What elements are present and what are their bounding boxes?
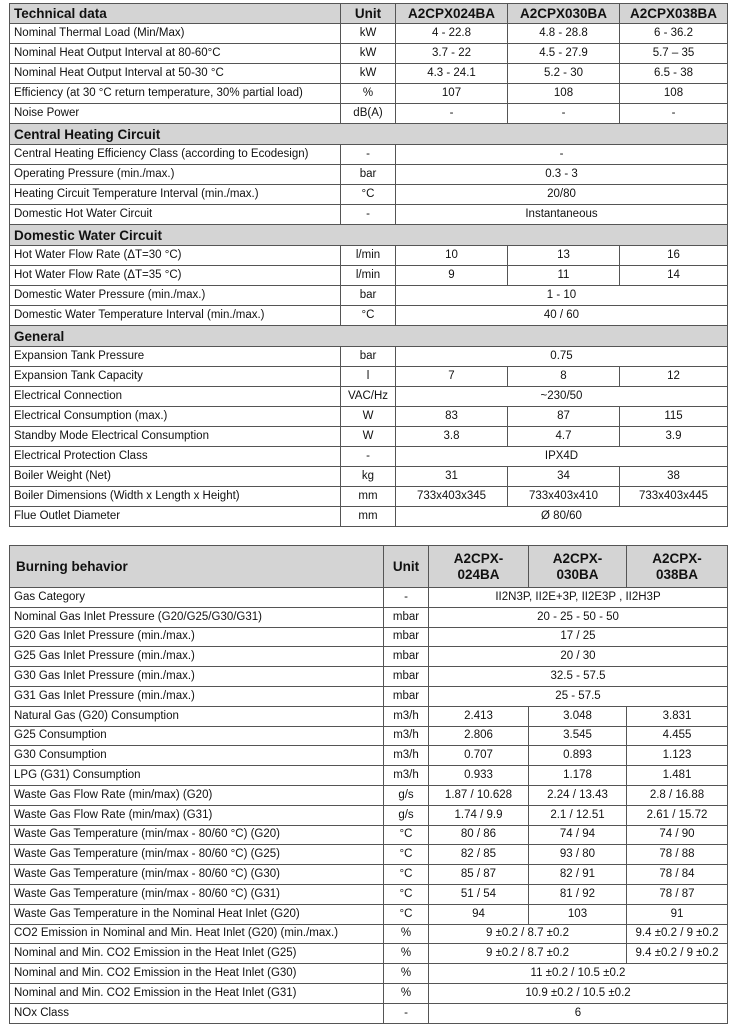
row-label: Electrical Connection (10, 387, 341, 407)
row-unit: mbar (384, 647, 429, 667)
row-value-merged: 9 ±0.2 / 8.7 ±0.2 (429, 924, 627, 944)
row-value: 6 - 36.2 (620, 24, 728, 44)
row-label: Expansion Tank Pressure (10, 347, 341, 367)
row-value: 1.481 (627, 766, 728, 786)
row-unit: bar (341, 286, 396, 306)
row-value: 13 (508, 246, 620, 266)
row-unit: kW (341, 24, 396, 44)
row-value: 81 / 92 (529, 884, 627, 904)
row-unit: % (384, 983, 429, 1003)
row-value: 83 (396, 407, 508, 427)
row-value: 34 (508, 467, 620, 487)
row-value-merged: 0.3 - 3 (396, 165, 728, 185)
row-value: 74 / 94 (529, 825, 627, 845)
row-unit: °C (384, 884, 429, 904)
row-value: 31 (396, 467, 508, 487)
table-row (10, 507, 728, 527)
row-value: 4.8 - 28.8 (508, 24, 620, 44)
row-value: 82 / 85 (429, 845, 529, 865)
model-header: A2CPX- 038BA (627, 546, 728, 588)
row-value-merged: 17 / 25 (429, 627, 728, 647)
model-header: A2CPX- 024BA (429, 546, 529, 588)
table-row (10, 944, 728, 964)
row-unit: mbar (384, 607, 429, 627)
row-unit: % (384, 924, 429, 944)
row-unit: % (341, 84, 396, 104)
row-unit: kW (341, 64, 396, 84)
row-label: Natural Gas (G20) Consumption (10, 706, 384, 726)
table-row (10, 588, 728, 608)
table-row (10, 246, 728, 266)
unit-header: Unit (341, 4, 396, 24)
section-header-row (10, 124, 728, 145)
row-value: 733x403x410 (508, 487, 620, 507)
row-label: Hot Water Flow Rate (ΔT=30 °C) (10, 246, 341, 266)
table-row (10, 766, 728, 786)
row-value: 4.5 - 27.9 (508, 44, 620, 64)
row-unit: mm (341, 487, 396, 507)
row-value-merged: Instantaneous (396, 205, 728, 225)
row-unit: °C (341, 306, 396, 326)
row-value: 1.123 (627, 746, 728, 766)
row-unit: W (341, 427, 396, 447)
row-label: Nominal Thermal Load (Min/Max) (10, 24, 341, 44)
section-header-row (10, 225, 728, 246)
row-label: Nominal and Min. CO2 Emission in the Heat Inlet (G25) (10, 944, 384, 964)
table-row (10, 983, 728, 1003)
row-unit: °C (341, 185, 396, 205)
table-row (10, 627, 728, 647)
row-label: Noise Power (10, 104, 341, 124)
row-unit: °C (384, 865, 429, 885)
row-unit: dB(A) (341, 104, 396, 124)
row-unit: - (384, 588, 429, 608)
row-value-merged: 20/80 (396, 185, 728, 205)
row-unit: m3/h (384, 766, 429, 786)
row-value: 108 (620, 84, 728, 104)
row-unit: mbar (384, 667, 429, 687)
row-value: 9.4 ±0.2 / 9 ±0.2 (627, 924, 728, 944)
row-value: 51 / 54 (429, 884, 529, 904)
row-unit: % (384, 944, 429, 964)
table-row (10, 24, 728, 44)
row-value: 2.1 / 12.51 (529, 805, 627, 825)
row-value: 94 (429, 904, 529, 924)
table-row (10, 904, 728, 924)
table-row (10, 1003, 728, 1023)
row-value: 38 (620, 467, 728, 487)
row-value: 1.178 (529, 766, 627, 786)
row-unit: m3/h (384, 726, 429, 746)
row-label: Nominal Heat Output Interval at 50-30 °C (10, 64, 341, 84)
row-label: Central Heating Efficiency Class (according to Ecodesign) (10, 145, 341, 165)
row-label: Domestic Water Pressure (min./max.) (10, 286, 341, 306)
row-label: Heating Circuit Temperature Interval (min./max.) (10, 185, 341, 205)
row-label: Waste Gas Temperature (min/max - 80/60 °C) (G30) (10, 865, 384, 885)
row-label: Gas Category (10, 588, 384, 608)
row-label: Standby Mode Electrical Consumption (10, 427, 341, 447)
row-value-merged: 11 ±0.2 / 10.5 ±0.2 (429, 964, 728, 984)
row-label: Nominal and Min. CO2 Emission in the Heat Inlet (G30) (10, 964, 384, 984)
row-value-merged: 0.75 (396, 347, 728, 367)
row-value: 74 / 90 (627, 825, 728, 845)
model-header: A2CPX030BA (508, 4, 620, 24)
table-row (10, 726, 728, 746)
table-row (10, 647, 728, 667)
row-value: 733x403x345 (396, 487, 508, 507)
row-unit: - (341, 145, 396, 165)
row-label: Nominal and Min. CO2 Emission in the Heat Inlet (G31) (10, 983, 384, 1003)
table-title: Technical data (10, 4, 341, 24)
section-header-row (10, 326, 728, 347)
row-value-merged: 6 (429, 1003, 728, 1023)
row-value: 93 / 80 (529, 845, 627, 865)
table-row (10, 467, 728, 487)
table-row (10, 286, 728, 306)
table-row (10, 746, 728, 766)
table-row (10, 924, 728, 944)
row-value: 3.8 (396, 427, 508, 447)
row-value: 78 / 84 (627, 865, 728, 885)
table-row (10, 825, 728, 845)
row-value: 2.24 / 13.43 (529, 785, 627, 805)
table-row (10, 884, 728, 904)
row-label: G30 Consumption (10, 746, 384, 766)
row-label: Waste Gas Flow Rate (min/max) (G20) (10, 785, 384, 805)
row-value-merged: 10.9 ±0.2 / 10.5 ±0.2 (429, 983, 728, 1003)
row-unit: °C (384, 845, 429, 865)
row-value: 0.893 (529, 746, 627, 766)
section-title: Domestic Water Circuit (10, 225, 728, 246)
row-unit: °C (384, 904, 429, 924)
row-unit: - (341, 205, 396, 225)
row-label: Boiler Weight (Net) (10, 467, 341, 487)
row-unit: g/s (384, 785, 429, 805)
table-row (10, 706, 728, 726)
row-value: 4.455 (627, 726, 728, 746)
table-row (10, 427, 728, 447)
row-value: 3.9 (620, 427, 728, 447)
table-row (10, 266, 728, 286)
unit-header: Unit (384, 546, 429, 588)
row-unit: m3/h (384, 706, 429, 726)
row-value-merged: IPX4D (396, 447, 728, 467)
table-row (10, 845, 728, 865)
row-unit: l/min (341, 246, 396, 266)
table-row (10, 104, 728, 124)
row-label: G25 Gas Inlet Pressure (min./max.) (10, 647, 384, 667)
row-value: 80 / 86 (429, 825, 529, 845)
row-value: 4.7 (508, 427, 620, 447)
row-label: Waste Gas Temperature in the Nominal Heat Inlet (G20) (10, 904, 384, 924)
row-label: Boiler Dimensions (Width x Length x Height) (10, 487, 341, 507)
row-label: G30 Gas Inlet Pressure (min./max.) (10, 667, 384, 687)
table-row (10, 347, 728, 367)
row-label: Electrical Consumption (max.) (10, 407, 341, 427)
row-value: 82 / 91 (529, 865, 627, 885)
row-label: Hot Water Flow Rate (ΔT=35 °C) (10, 266, 341, 286)
row-value-merged: II2N3P, II2E+3P, II2E3P , II2H3P (429, 588, 728, 608)
row-value: 2.61 / 15.72 (627, 805, 728, 825)
row-label: Domestic Hot Water Circuit (10, 205, 341, 225)
table-row (10, 367, 728, 387)
row-label: Efficiency (at 30 °C return temperature, 30% partial load) (10, 84, 341, 104)
row-value: 14 (620, 266, 728, 286)
row-value: 1.74 / 9.9 (429, 805, 529, 825)
table-title: Burning behavior (10, 546, 384, 588)
row-unit: bar (341, 347, 396, 367)
row-unit: g/s (384, 805, 429, 825)
table-row (10, 165, 728, 185)
row-value: 16 (620, 246, 728, 266)
row-label: Electrical Protection Class (10, 447, 341, 467)
row-unit: kg (341, 467, 396, 487)
row-value-merged: ~230/50 (396, 387, 728, 407)
row-value: 2.8 / 16.88 (627, 785, 728, 805)
table-row (10, 667, 728, 687)
row-value: 2.413 (429, 706, 529, 726)
row-value: - (396, 104, 508, 124)
row-value: 9.4 ±0.2 / 9 ±0.2 (627, 944, 728, 964)
table-row (10, 805, 728, 825)
table-row (10, 964, 728, 984)
row-value: 2.806 (429, 726, 529, 746)
table-row (10, 64, 728, 84)
row-unit: l/min (341, 266, 396, 286)
table-row (10, 387, 728, 407)
row-label: Waste Gas Temperature (min/max - 80/60 °C) (G25) (10, 845, 384, 865)
table-row (10, 607, 728, 627)
row-label: G31 Gas Inlet Pressure (min./max.) (10, 686, 384, 706)
row-value: 11 (508, 266, 620, 286)
row-label: Expansion Tank Capacity (10, 367, 341, 387)
row-label: G25 Consumption (10, 726, 384, 746)
row-unit: - (341, 447, 396, 467)
table-row (10, 865, 728, 885)
row-unit: kW (341, 44, 396, 64)
row-value: 10 (396, 246, 508, 266)
row-value: 3.7 - 22 (396, 44, 508, 64)
row-value: 3.831 (627, 706, 728, 726)
row-value-merged: Ø 80/60 (396, 507, 728, 527)
model-header: A2CPX- 030BA (529, 546, 627, 588)
row-value: 91 (627, 904, 728, 924)
row-label: G20 Gas Inlet Pressure (min./max.) (10, 627, 384, 647)
row-label: Waste Gas Temperature (min/max - 80/60 °C) (G31) (10, 884, 384, 904)
table-row (10, 44, 728, 64)
table-header-row (10, 546, 728, 588)
row-value-merged: 1 - 10 (396, 286, 728, 306)
row-label: NOx Class (10, 1003, 384, 1023)
table-header-row (10, 4, 728, 24)
row-unit: m3/h (384, 746, 429, 766)
row-unit: VAC/Hz (341, 387, 396, 407)
row-value: 5.2 - 30 (508, 64, 620, 84)
row-value: 85 / 87 (429, 865, 529, 885)
table-row (10, 84, 728, 104)
row-value: 733x403x445 (620, 487, 728, 507)
table-row (10, 185, 728, 205)
row-value: 5.7 – 35 (620, 44, 728, 64)
row-value: 78 / 87 (627, 884, 728, 904)
row-unit: mbar (384, 686, 429, 706)
row-value: 12 (620, 367, 728, 387)
row-value: 107 (396, 84, 508, 104)
row-unit: % (384, 964, 429, 984)
row-value: - (508, 104, 620, 124)
row-label: Nominal Heat Output Interval at 80-60°C (10, 44, 341, 64)
row-label: Nominal Gas Inlet Pressure (G20/G25/G30/G31) (10, 607, 384, 627)
row-value: 4.3 - 24.1 (396, 64, 508, 84)
row-unit: °C (384, 825, 429, 845)
row-label: Domestic Water Temperature Interval (min./max.) (10, 306, 341, 326)
row-unit: - (384, 1003, 429, 1023)
row-value: 6.5 - 38 (620, 64, 728, 84)
row-label: LPG (G31) Consumption (10, 766, 384, 786)
row-value: 78 / 88 (627, 845, 728, 865)
row-value-merged: 20 / 30 (429, 647, 728, 667)
row-value: 0.933 (429, 766, 529, 786)
row-unit: W (341, 407, 396, 427)
row-label: Operating Pressure (min./max.) (10, 165, 341, 185)
row-value: 7 (396, 367, 508, 387)
row-value: 0.707 (429, 746, 529, 766)
row-value-merged: 32.5 - 57.5 (429, 667, 728, 687)
row-value: 4 - 22.8 (396, 24, 508, 44)
row-value: 103 (529, 904, 627, 924)
table-row (10, 686, 728, 706)
table-row (10, 407, 728, 427)
row-value: 1.87 / 10.628 (429, 785, 529, 805)
row-value: 87 (508, 407, 620, 427)
row-value: - (620, 104, 728, 124)
section-title: General (10, 326, 728, 347)
row-value: 3.048 (529, 706, 627, 726)
table-row (10, 785, 728, 805)
table-row (10, 145, 728, 165)
burning-behavior-table (9, 545, 728, 1024)
row-unit: l (341, 367, 396, 387)
row-label: Waste Gas Temperature (min/max - 80/60 °C) (G20) (10, 825, 384, 845)
row-unit: bar (341, 165, 396, 185)
row-unit: mm (341, 507, 396, 527)
model-header: A2CPX024BA (396, 4, 508, 24)
row-value: 3.545 (529, 726, 627, 746)
section-title: Central Heating Circuit (10, 124, 728, 145)
table-row (10, 487, 728, 507)
row-value: 8 (508, 367, 620, 387)
row-value: 108 (508, 84, 620, 104)
model-header: A2CPX038BA (620, 4, 728, 24)
technical-data-table (9, 3, 728, 527)
row-label: Flue Outlet Diameter (10, 507, 341, 527)
row-value: 115 (620, 407, 728, 427)
table-row (10, 205, 728, 225)
row-value-merged: 9 ±0.2 / 8.7 ±0.2 (429, 944, 627, 964)
row-value: 9 (396, 266, 508, 286)
row-value-merged: 25 - 57.5 (429, 686, 728, 706)
row-value-merged: - (396, 145, 728, 165)
row-value-merged: 20 - 25 - 50 - 50 (429, 607, 728, 627)
row-value-merged: 40 / 60 (396, 306, 728, 326)
table-row (10, 447, 728, 467)
row-label: CO2 Emission in Nominal and Min. Heat Inlet (G20) (min./max.) (10, 924, 384, 944)
row-unit: mbar (384, 627, 429, 647)
table-row (10, 306, 728, 326)
row-label: Waste Gas Flow Rate (min/max) (G31) (10, 805, 384, 825)
